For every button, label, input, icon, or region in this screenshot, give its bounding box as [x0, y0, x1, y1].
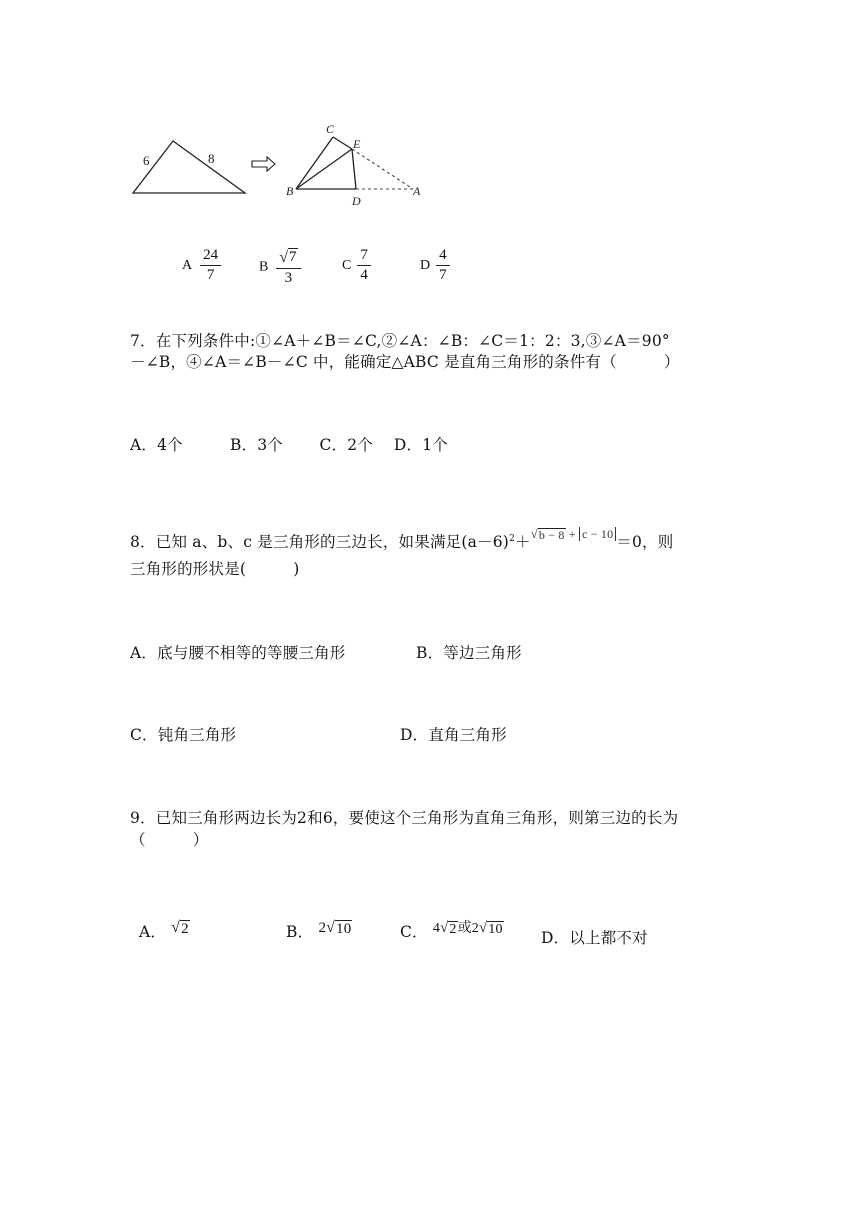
- q8-option-a[interactable]: A．底与腰不相等的等腰三角形: [130, 644, 346, 662]
- sqrt-expression: 4 √ 2 或2 √ 10: [432, 920, 503, 937]
- triangle-figure: [120, 115, 450, 215]
- q8-abs-value: [579, 527, 616, 541]
- q6-option-c[interactable]: [342, 248, 371, 283]
- q6-option-a[interactable]: [182, 248, 221, 283]
- option-label: C．: [400, 923, 428, 941]
- point-label-a: A: [413, 184, 421, 198]
- double-arrow-icon: [252, 157, 275, 171]
- q8-prefix: 8．已知 a、b、c 是三角形的三边长，如果满足(a－6): [130, 533, 510, 551]
- q9-option-c[interactable]: [400, 920, 504, 942]
- denominator: 7: [206, 267, 215, 283]
- q7-options[interactable]: A．4个 B．3个 C．2个 D．1个: [130, 436, 448, 454]
- side-label-8: 8: [208, 151, 215, 166]
- sqrt-expression: 2 √ 10: [318, 919, 352, 937]
- option-label: B．: [286, 923, 314, 941]
- denominator: 3: [284, 269, 293, 286]
- numerator: 7: [289, 249, 297, 265]
- q9-option-b[interactable]: [286, 920, 352, 942]
- q9-option-a[interactable]: [139, 920, 190, 942]
- numerator: 7: [357, 248, 371, 266]
- q9-option-d[interactable]: D．以上都不对: [541, 929, 648, 947]
- numerator: 4: [436, 248, 450, 266]
- q7-line1: 7．在下列条件中:①∠A＋∠B＝∠C,②∠A：∠B：∠C＝1：2：3,③∠A＝90°: [130, 332, 670, 350]
- original-triangle: [133, 141, 245, 193]
- denominator: 7: [439, 267, 447, 283]
- option-letter: C: [342, 258, 352, 274]
- q9-line2: （ ）: [130, 831, 209, 849]
- option-letter: D: [420, 258, 431, 274]
- point-label-c: C: [326, 122, 335, 136]
- q8-line1: [130, 527, 674, 552]
- point-label-d: D: [352, 194, 361, 208]
- q6-option-d[interactable]: [420, 248, 450, 283]
- q9-line1: 9．已知三角形两边长为2和6，要使这个三角形为直角三角形，则第三边的长为: [130, 809, 679, 827]
- q8-option-d[interactable]: D．直角三角形: [400, 726, 507, 744]
- option-letter: B: [259, 259, 269, 275]
- numerator: 24: [200, 248, 221, 266]
- point-label-b: B: [286, 184, 294, 198]
- sqrt-expression: √ 2: [171, 919, 189, 937]
- side-label-6: 6: [143, 153, 150, 168]
- q8-option-b[interactable]: B．等边三角形: [416, 644, 522, 662]
- option-letter: A: [182, 258, 193, 274]
- denominator: 4: [360, 267, 368, 283]
- point-label-e: E: [353, 137, 361, 151]
- q8-line2: 三角形的形状是( ): [130, 560, 300, 578]
- q8-option-c[interactable]: C．钝角三角形: [130, 726, 237, 744]
- q8-radical-abs: √ b − 8 + c − 10: [531, 527, 617, 542]
- q8-plus: ＋: [515, 533, 531, 551]
- q6-option-b[interactable]: B √ 7 3: [259, 248, 301, 286]
- q8-exponent: 2: [509, 533, 515, 544]
- option-label: A．: [139, 923, 167, 941]
- q8-suffix: ＝0，则: [616, 533, 674, 551]
- q7-line2: －∠B，④∠A＝∠B－∠C 中，能确定△ABC 是直角三角形的条件有（ ）: [130, 353, 680, 371]
- q8-sqrt-content: b − 8: [538, 527, 565, 542]
- q8-abs-content: c − 10: [581, 527, 614, 541]
